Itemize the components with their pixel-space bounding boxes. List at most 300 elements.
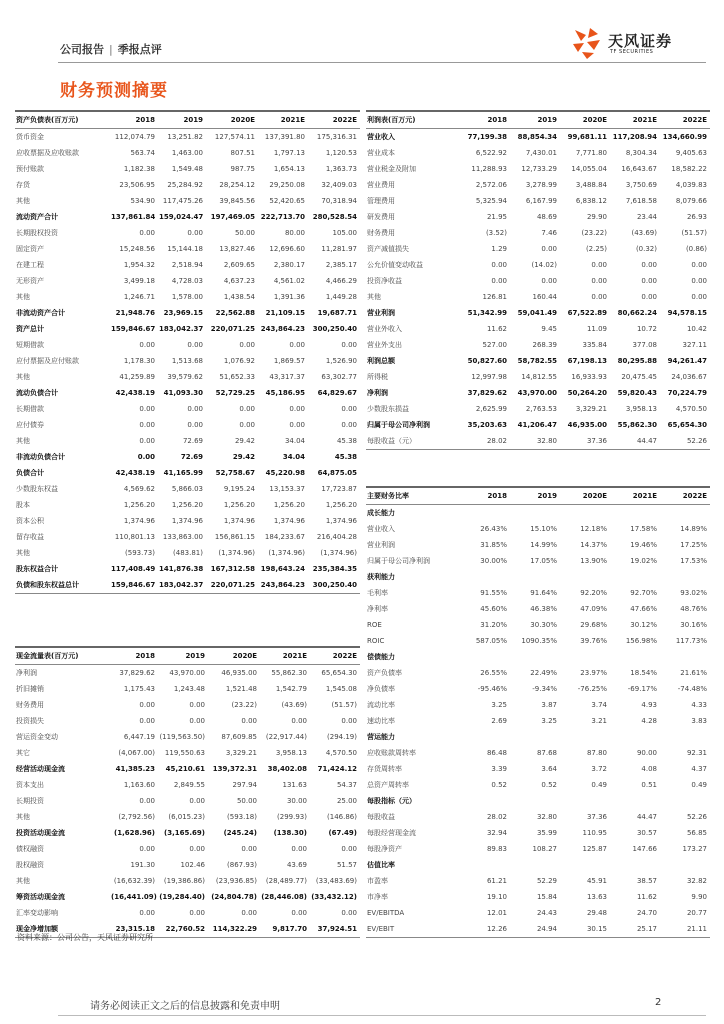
- value-cell: 23,969.15: [163, 309, 203, 317]
- value-cell: 0.00: [341, 421, 357, 429]
- table-row: [15, 889, 360, 905]
- value-cell: 0.00: [641, 293, 657, 301]
- row-label: 研发费用: [367, 213, 395, 221]
- value-cell: 1,178.30: [123, 357, 155, 365]
- section-row: [366, 729, 710, 745]
- year-header-cell: 2022E: [660, 111, 710, 129]
- value-cell: 28.02: [464, 433, 510, 450]
- value-cell: 24.70: [636, 909, 657, 917]
- value-cell: 1,256.20: [123, 501, 155, 509]
- value-cell: 105.00: [332, 229, 357, 237]
- logo-text-cn: 天风证券: [608, 32, 673, 50]
- value-cell: 25.00: [336, 797, 357, 805]
- value-cell: 0.49: [591, 781, 607, 789]
- value-cell: 0.00: [341, 845, 357, 853]
- value-cell: 47.66%: [630, 605, 657, 613]
- row-label: 预付账款: [16, 165, 44, 173]
- value-cell: (483.81): [173, 549, 203, 557]
- value-cell: (2.25): [585, 245, 607, 253]
- table-row: [15, 321, 360, 337]
- value-cell: 1,521.48: [225, 685, 257, 693]
- value-cell: 216,404.28: [316, 533, 357, 541]
- value-cell: 21.95: [486, 213, 507, 221]
- value-cell: 3.39: [491, 765, 507, 773]
- table-row: [366, 273, 710, 289]
- value-cell: 0.00: [541, 245, 557, 253]
- income-statement-table: [366, 110, 710, 450]
- value-cell: 9,195.24: [223, 485, 255, 493]
- value-cell: 52.26: [686, 813, 707, 821]
- value-cell: 9.90: [691, 893, 707, 901]
- value-cell: 1,246.71: [123, 293, 155, 301]
- table-row: [15, 241, 360, 257]
- value-cell: 159,024.47: [159, 213, 204, 221]
- value-cell: 0.00: [541, 277, 557, 285]
- value-cell: 0.00: [491, 261, 507, 269]
- value-cell: 48.69: [536, 213, 557, 221]
- table-row: [366, 145, 710, 161]
- row-label: 每股收益（元）: [366, 433, 464, 450]
- value-cell: 44.47: [636, 813, 657, 821]
- value-cell: 4.93: [641, 701, 657, 709]
- value-cell: 45.60%: [480, 605, 507, 613]
- report-subcategory: 季报点评: [117, 43, 162, 56]
- row-label: 营业外支出: [367, 341, 402, 349]
- value-cell: 0.00: [139, 229, 155, 237]
- value-cell: 110,801.13: [114, 533, 155, 541]
- value-cell: 42,438.19: [115, 469, 155, 477]
- value-cell: 807.51: [230, 149, 255, 157]
- value-cell: [464, 793, 510, 809]
- value-cell: 70,318.94: [321, 197, 357, 205]
- value-cell: 0.00: [341, 405, 357, 413]
- value-cell: (28,446.08): [261, 893, 307, 901]
- value-cell: 243,864.23: [260, 325, 305, 333]
- value-cell: [660, 569, 710, 585]
- value-cell: 6,838.12: [575, 197, 607, 205]
- value-cell: 114,322.29: [208, 921, 260, 938]
- value-cell: 52,758.67: [215, 469, 255, 477]
- value-cell: 92.70%: [630, 589, 657, 597]
- row-label: 应收账款周转率: [367, 749, 416, 757]
- row-label: 其他: [16, 293, 30, 301]
- value-cell: 0.00: [187, 341, 203, 349]
- year-header-cell: 2022E: [310, 647, 360, 665]
- value-cell: (3,165.69): [164, 829, 205, 837]
- table-row: [15, 729, 360, 745]
- logo-text-en: TF SECURITIES: [610, 49, 654, 55]
- row-label: 市盈率: [367, 877, 388, 885]
- table-row: [15, 545, 360, 561]
- table-row: [15, 145, 360, 161]
- year-header-cell: 2019: [510, 111, 560, 129]
- value-cell: 3,488.84: [575, 181, 607, 189]
- row-label: 财务费用: [16, 701, 44, 709]
- value-cell: (23.22): [581, 229, 607, 237]
- value-cell: -76.25%: [577, 685, 607, 693]
- value-cell: 41,385.23: [115, 765, 155, 773]
- value-cell: 15.10%: [530, 525, 557, 533]
- table-row: [15, 417, 360, 433]
- value-cell: 4,561.02: [273, 277, 305, 285]
- value-cell: 29.42: [234, 437, 255, 445]
- value-cell: 137,861.84: [111, 213, 156, 221]
- value-cell: 28,254.12: [219, 181, 255, 189]
- value-cell: 1,869.57: [273, 357, 305, 365]
- source-note: 资料来源：公司公告，天风证券研究所: [17, 933, 153, 942]
- table-row: [366, 585, 710, 601]
- value-cell: 0.00: [189, 909, 205, 917]
- value-cell: [660, 505, 710, 522]
- value-cell: 1,374.96: [273, 517, 305, 525]
- value-cell: 22.49%: [530, 669, 557, 677]
- row-label: 每股经营现金流: [367, 829, 416, 837]
- value-cell: 12,997.98: [471, 373, 507, 381]
- year-header-cell: 2022E: [660, 487, 710, 505]
- value-cell: 220,071.25: [210, 325, 255, 333]
- value-cell: [510, 649, 560, 665]
- value-cell: 4.28: [641, 717, 657, 725]
- table-row: [15, 745, 360, 761]
- value-cell: 3.64: [541, 765, 557, 773]
- value-cell: 198,643.24: [260, 565, 305, 573]
- row-label: 固定资产: [16, 245, 44, 253]
- value-cell: 10.72: [636, 325, 657, 333]
- value-cell: 35.99: [536, 829, 557, 837]
- year-header-cell: 2019: [510, 487, 560, 505]
- row-label: 速动比率: [367, 717, 395, 725]
- value-cell: 28.02: [486, 813, 507, 821]
- table-row: [366, 633, 710, 649]
- value-cell: (299.93): [277, 813, 307, 821]
- table-header-row: [366, 487, 710, 505]
- value-cell: 1,163.60: [123, 781, 155, 789]
- value-cell: 32.82: [686, 877, 707, 885]
- value-cell: 4,466.29: [325, 277, 357, 285]
- value-cell: 70,224.79: [667, 389, 707, 397]
- value-cell: 8,079.66: [675, 197, 707, 205]
- value-cell: 10.42: [686, 325, 707, 333]
- value-cell: (138.30): [273, 829, 307, 837]
- value-cell: 32.80: [536, 813, 557, 821]
- value-cell: [610, 729, 660, 745]
- value-cell: 61.21: [486, 877, 507, 885]
- row-label: 营业外收入: [367, 325, 402, 333]
- value-cell: 335.84: [582, 341, 607, 349]
- value-cell: 17.05%: [530, 557, 557, 565]
- value-cell: 41,206.47: [517, 421, 557, 429]
- value-cell: 0.00: [289, 421, 305, 429]
- value-cell: 46,935.00: [221, 669, 257, 677]
- value-cell: 3.25: [541, 717, 557, 725]
- table-row: [15, 873, 360, 889]
- row-label: 所得税: [367, 373, 388, 381]
- value-cell: 0.00: [241, 909, 257, 917]
- year-header-cell: 2020E: [206, 111, 258, 129]
- section-row: [366, 505, 710, 522]
- value-cell: 102.46: [180, 861, 205, 869]
- value-cell: 38,402.08: [267, 765, 307, 773]
- value-cell: 32,409.03: [321, 181, 357, 189]
- year-header-cell: 2018: [464, 487, 510, 505]
- table-row: [15, 401, 360, 417]
- table-row: [15, 449, 360, 465]
- table-row: [15, 561, 360, 577]
- row-label: 股本: [16, 501, 30, 509]
- table-row: [15, 681, 360, 697]
- table-row: [366, 713, 710, 729]
- value-cell: 30.00%: [480, 557, 507, 565]
- value-cell: 29,250.08: [269, 181, 305, 189]
- table-row: [15, 305, 360, 321]
- value-cell: 43,970.00: [517, 389, 557, 397]
- value-cell: 0.00: [189, 717, 205, 725]
- row-label: 折旧摊销: [16, 685, 44, 693]
- value-cell: 46.38%: [530, 605, 557, 613]
- value-cell: 88,854.34: [517, 133, 557, 141]
- value-cell: 19.10: [486, 893, 507, 901]
- value-cell: 48.76%: [680, 605, 707, 613]
- value-cell: 43,317.37: [269, 373, 305, 381]
- value-cell: 147.66: [632, 845, 657, 853]
- table-title-cell: 主要财务比率: [366, 487, 464, 505]
- value-cell: 0.00: [341, 341, 357, 349]
- row-label: 存货周转率: [367, 765, 402, 773]
- value-cell: [660, 793, 710, 809]
- value-cell: (1,628.96): [114, 829, 155, 837]
- value-cell: 32.94: [486, 829, 507, 837]
- value-cell: 131.63: [282, 781, 307, 789]
- value-cell: 44.47: [610, 433, 660, 450]
- value-cell: 0.00: [187, 405, 203, 413]
- row-label: 流动比率: [367, 701, 395, 709]
- value-cell: (23.22): [231, 701, 257, 709]
- value-cell: [610, 793, 660, 809]
- value-cell: 0.00: [241, 717, 257, 725]
- value-cell: (294.19): [327, 733, 357, 741]
- value-cell: 9,817.70: [260, 921, 310, 938]
- value-cell: 19.46%: [630, 541, 657, 549]
- value-cell: 5,866.03: [171, 485, 203, 493]
- value-cell: 4,637.23: [223, 277, 255, 285]
- table-row: [366, 433, 710, 450]
- row-label: 投资净收益: [367, 277, 402, 285]
- row-label: ROE: [367, 621, 382, 629]
- section-row: [366, 857, 710, 873]
- tf-logo-icon: [570, 26, 606, 60]
- value-cell: 2,625.99: [475, 405, 507, 413]
- value-cell: 0.00: [641, 261, 657, 269]
- row-label: 流动负债合计: [16, 389, 58, 397]
- value-cell: 19.02%: [630, 557, 657, 565]
- value-cell: 127,574.11: [214, 133, 255, 141]
- value-cell: 280,528.54: [312, 213, 357, 221]
- value-cell: 16,933.93: [571, 373, 607, 381]
- table-row: [366, 241, 710, 257]
- row-label: 其他: [16, 373, 30, 381]
- table-row: [366, 521, 710, 537]
- value-cell: 12,696.60: [269, 245, 305, 253]
- value-cell: 91.64%: [530, 589, 557, 597]
- table-row: [366, 129, 710, 146]
- table-row: [366, 617, 710, 633]
- value-cell: 6,167.99: [525, 197, 557, 205]
- row-label: 非流动负债合计: [16, 453, 65, 461]
- value-cell: 134,660.99: [662, 133, 707, 141]
- table-row: [366, 193, 710, 209]
- table-row: [366, 305, 710, 321]
- value-cell: (33,483.69): [315, 877, 357, 885]
- value-cell: 117,408.49: [111, 565, 156, 573]
- value-cell: 1,513.68: [171, 357, 203, 365]
- value-cell: 0.00: [691, 277, 707, 285]
- value-cell: 50.00: [234, 229, 255, 237]
- value-cell: 1,243.48: [173, 685, 205, 693]
- value-cell: 37.36: [560, 433, 610, 450]
- table-row: [15, 841, 360, 857]
- row-label: 负债和股东权益总计: [15, 577, 110, 594]
- table-row: [15, 129, 360, 146]
- row-label: 短期借款: [16, 341, 44, 349]
- table-title-cell: 资产负债表(百万元): [15, 111, 110, 129]
- year-header-cell: 2021E: [260, 647, 310, 665]
- table-header-row: [15, 647, 360, 665]
- row-label: 投资损失: [16, 717, 44, 725]
- value-cell: 94,578.15: [667, 309, 707, 317]
- value-cell: 125.87: [582, 845, 607, 853]
- value-cell: 297.94: [232, 781, 257, 789]
- row-label: 其他: [16, 197, 30, 205]
- value-cell: 29.42: [232, 453, 255, 461]
- row-label: 货币资金: [16, 133, 44, 141]
- value-cell: 29.48: [586, 909, 607, 917]
- value-cell: 3,499.18: [123, 277, 155, 285]
- value-cell: 17,723.87: [321, 485, 357, 493]
- value-cell: (19,284.40): [159, 893, 205, 901]
- footer-divider: [58, 1015, 706, 1016]
- value-cell: 13.63: [586, 893, 607, 901]
- row-label: 留存收益: [16, 533, 44, 541]
- value-cell: (1,374.96): [268, 549, 305, 557]
- value-cell: 235,384.35: [312, 565, 357, 573]
- table-row: [15, 433, 360, 449]
- value-cell: 1,391.36: [273, 293, 305, 301]
- value-cell: 14.99%: [530, 541, 557, 549]
- value-cell: 110.95: [582, 829, 607, 837]
- value-cell: 327.11: [682, 341, 707, 349]
- value-cell: 9.45: [541, 325, 557, 333]
- table-row: [15, 793, 360, 809]
- row-label: 营业成本: [367, 149, 395, 157]
- year-header-cell: 2019: [158, 647, 208, 665]
- value-cell: 11,281.97: [321, 245, 357, 253]
- value-cell: 19,687.71: [317, 309, 357, 317]
- value-cell: 30.30%: [530, 621, 557, 629]
- value-cell: 1,374.96: [325, 517, 357, 525]
- value-cell: 3.74: [591, 701, 607, 709]
- value-cell: 67,522.89: [567, 309, 607, 317]
- table-row: [15, 273, 360, 289]
- value-cell: 13,827.46: [219, 245, 255, 253]
- row-label: 筹资活动现金流: [16, 893, 65, 901]
- row-label: 利润总额: [367, 357, 395, 365]
- value-cell: 0.52: [491, 781, 507, 789]
- value-cell: 220,071.25: [206, 577, 258, 594]
- value-cell: 1,545.08: [325, 685, 357, 693]
- value-cell: [660, 649, 710, 665]
- value-cell: 9,405.63: [675, 149, 707, 157]
- company-logo: [570, 26, 710, 60]
- value-cell: [610, 505, 660, 522]
- value-cell: 24.94: [510, 921, 560, 938]
- value-cell: [464, 729, 510, 745]
- value-cell: 51,652.33: [219, 373, 255, 381]
- value-cell: 1,549.48: [171, 165, 203, 173]
- value-cell: 300,250.40: [308, 577, 360, 594]
- row-label: 负债合计: [16, 469, 44, 477]
- value-cell: 3,958.13: [625, 405, 657, 413]
- table-row: [366, 401, 710, 417]
- value-cell: [560, 649, 610, 665]
- value-cell: 59,041.49: [517, 309, 557, 317]
- value-cell: 0.00: [341, 909, 357, 917]
- table-row: [366, 537, 710, 553]
- table-row: [366, 353, 710, 369]
- year-header-cell: 2020E: [560, 111, 610, 129]
- table-row: [15, 905, 360, 921]
- value-cell: 4,569.62: [123, 485, 155, 493]
- value-cell: 0.00: [139, 405, 155, 413]
- value-cell: 45.91: [586, 877, 607, 885]
- table-row: [366, 825, 710, 841]
- value-cell: (51.57): [331, 701, 357, 709]
- value-cell: 37,829.62: [467, 389, 507, 397]
- table-row: [366, 697, 710, 713]
- value-cell: 0.00: [241, 845, 257, 853]
- value-cell: 91.55%: [480, 589, 507, 597]
- row-label: 投资活动现金流: [16, 829, 65, 837]
- table-row: [366, 601, 710, 617]
- value-cell: 4,728.03: [171, 277, 203, 285]
- section-row: [366, 649, 710, 665]
- row-label: 汇率变动影响: [16, 909, 58, 917]
- table-row: [366, 905, 710, 921]
- value-cell: 108.27: [532, 845, 557, 853]
- value-cell: 99,681.11: [567, 133, 607, 141]
- value-cell: 137,391.80: [264, 133, 305, 141]
- value-cell: 2,763.53: [525, 405, 557, 413]
- value-cell: 0.00: [291, 909, 307, 917]
- value-cell: [660, 729, 710, 745]
- value-cell: 59,820.43: [617, 389, 657, 397]
- value-cell: 4,039.83: [675, 181, 707, 189]
- report-category: 公司报告: [60, 43, 104, 56]
- value-cell: (593.18): [227, 813, 257, 821]
- value-cell: 117,475.26: [162, 197, 203, 205]
- row-label: 存货: [16, 181, 30, 189]
- value-cell: 587.05%: [475, 637, 507, 645]
- row-label: 现金净增加额: [15, 921, 110, 938]
- value-cell: 1,256.20: [325, 501, 357, 509]
- breadcrumb-separator: |: [109, 43, 113, 56]
- value-cell: 4.08: [641, 765, 657, 773]
- value-cell: 87,609.85: [221, 733, 257, 741]
- value-cell: 0.52: [541, 781, 557, 789]
- value-cell: 14,812.55: [521, 373, 557, 381]
- row-label: 非流动资产合计: [16, 309, 65, 317]
- value-cell: (6,015.23): [168, 813, 205, 821]
- value-cell: 30.16%: [680, 621, 707, 629]
